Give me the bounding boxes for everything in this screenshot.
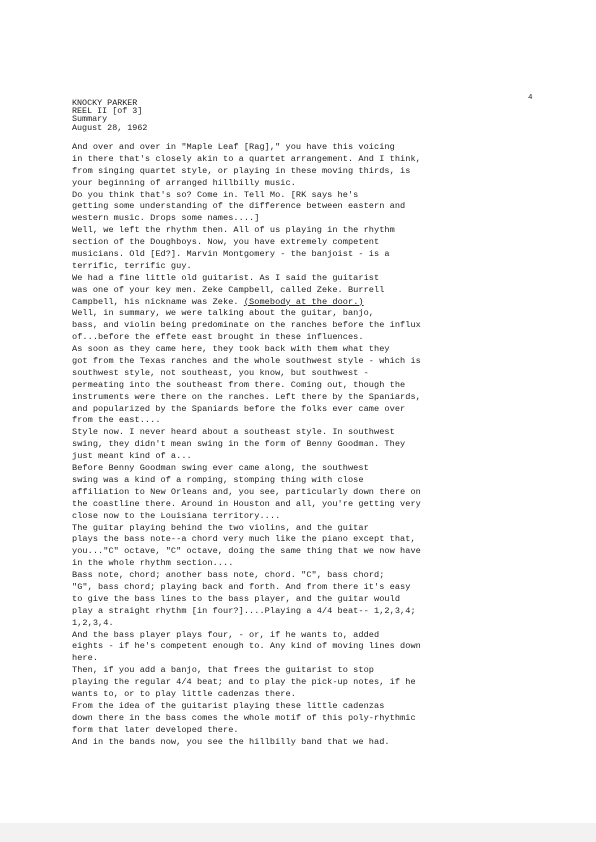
transcript-line: and popularized by the Spaniards before the folks ever came over: [72, 403, 406, 414]
transcript-line: section of the Doughboys. Now, you have extremely competent: [72, 237, 380, 248]
transcript-line: was one of your key men. Zeke Campbell, called Zeke. Burrell: [72, 284, 385, 295]
transcript-line: your beginning of arranged hillbilly music.: [72, 177, 296, 188]
transcript-line: just meant kind of a...: [72, 451, 192, 462]
transcript-line: down there in the bass comes the whole motif of this poly-rhythmic: [72, 712, 416, 723]
transcript-line: southwest style, not southeast, you know, but southwest -: [72, 367, 369, 378]
transcript-line: wants to, or to play little cadenzas there.: [72, 688, 296, 699]
transcript-line: got from the Texas ranches and the whole southwest style - which is: [72, 356, 421, 367]
header-line: August 28, 1962: [72, 122, 148, 133]
transcript-line: Before Benny Goodman swing ever came along, the southwest: [72, 463, 369, 474]
transcript-line: form that later developed there.: [72, 724, 239, 735]
transcript-line: Then, if you add a banjo, that frees the guitarist to stop: [72, 665, 375, 676]
transcript-line: terrific, terrific guy.: [72, 260, 192, 271]
transcript-line: Do you think that's so? Come in. Tell Mo. [RK says he's: [72, 189, 359, 200]
transcript-line: Style now. I never heard about a southeast style. In southwest: [72, 427, 395, 438]
transcript-line: affiliation to New Orleans and, you see, particularly down there on: [72, 486, 421, 497]
page-footer-bar: [0, 823, 596, 842]
transcript-line: bass, and violin being predominate on the ranches before the influx: [72, 320, 421, 331]
header-line: REEL II [of 3]: [72, 106, 143, 117]
transcript-line: in there that's closely akin to a quartet arrangement. And I think,: [72, 153, 421, 164]
transcript-line: from singing quartet style, or playing in these moving thirds, is: [72, 165, 411, 176]
transcript-line: close now to the Louisiana territory....: [72, 510, 281, 521]
transcript-line: Well, we left the rhythm then. All of us playing in the rhythm: [72, 225, 395, 236]
transcript-line: from the east....: [72, 415, 161, 426]
transcript-line: here.: [72, 653, 99, 664]
transcript-line: Campbell, his nickname was Zeke. (Somebody at the door.): [72, 296, 364, 307]
transcript-line: swing was a kind of a romping, stomping thing with close: [72, 474, 364, 485]
aside-underlined: (Somebody at the door.): [243, 296, 364, 307]
transcript-line: And over and over in "Maple Leaf [Rag]," you have this voicing: [72, 142, 395, 152]
header-line: KNOCKY PARKER: [72, 98, 138, 108]
page-number: 4: [528, 94, 533, 102]
transcript-line: And the bass player plays four, - or, if he wants to, added: [72, 629, 380, 640]
transcript-line: 1,2,3,4.: [72, 617, 114, 628]
transcript-line: of...before the effete east brought in these influences.: [72, 332, 364, 343]
transcript-line: As soon as they came here, they took back with them what they: [72, 344, 390, 355]
transcript-line: getting some understanding of the difference between eastern and: [72, 201, 406, 212]
transcript-line: the coastline there. Around in Houston and all, you're getting very: [72, 498, 421, 509]
transcript-line: Bass note, chord; another bass note, chord. "C", bass chord;: [72, 570, 385, 581]
transcript-line: musicians. Old [Ed?]. Marvin Montgomery - the banjoist - is a: [72, 249, 390, 260]
transcript-line: From the idea of the guitarist playing these little cadenzas: [72, 700, 385, 711]
transcript-line: western music. Drops some names....]: [72, 213, 260, 224]
transcript-line: And in the bands now, you see the hillbilly band that we had.: [72, 736, 390, 747]
transcript-line: playing the regular 4/4 beat; and to play the pick-up notes, if he: [72, 677, 416, 688]
document-header: [72, 99, 147, 132]
transcript-line: to give the bass lines to the bass player, and the guitar would: [72, 593, 401, 604]
transcript-line: eights - if he's competent enough to. Any kind of moving lines down: [72, 641, 421, 652]
transcript-line: The guitar playing behind the two violins, and the guitar: [72, 522, 369, 533]
transcript-line: play a straight rhythm [in four?]....Playing a 4/4 beat-- 1,2,3,4;: [72, 605, 416, 616]
transcript-line: "G", bass chord; playing back and forth. And from there it's easy: [72, 581, 411, 592]
transcript-line: We had a fine little old guitarist. As I said the guitarist: [72, 272, 380, 283]
transcript-line: permeating into the southeast from there. Coming out, though the: [72, 379, 406, 390]
transcript-line: swing, they didn't mean swing in the form of Benny Goodman. They: [72, 439, 406, 450]
header-line: Summary: [72, 114, 108, 125]
transcript-line: in the whole rhythm section....: [72, 558, 234, 569]
transcript-line: instruments were there on the ranches. Left there by the Spaniards,: [72, 391, 421, 402]
transcript-line: Well, in summary, we were talking about the guitar, banjo,: [72, 308, 375, 319]
transcript-line: plays the bass note--a chord very much like the piano except that,: [72, 534, 416, 545]
transcript-line: you..."C" octave, "C" octave, doing the same thing that we now have: [72, 546, 421, 557]
transcript-body: [72, 142, 540, 748]
